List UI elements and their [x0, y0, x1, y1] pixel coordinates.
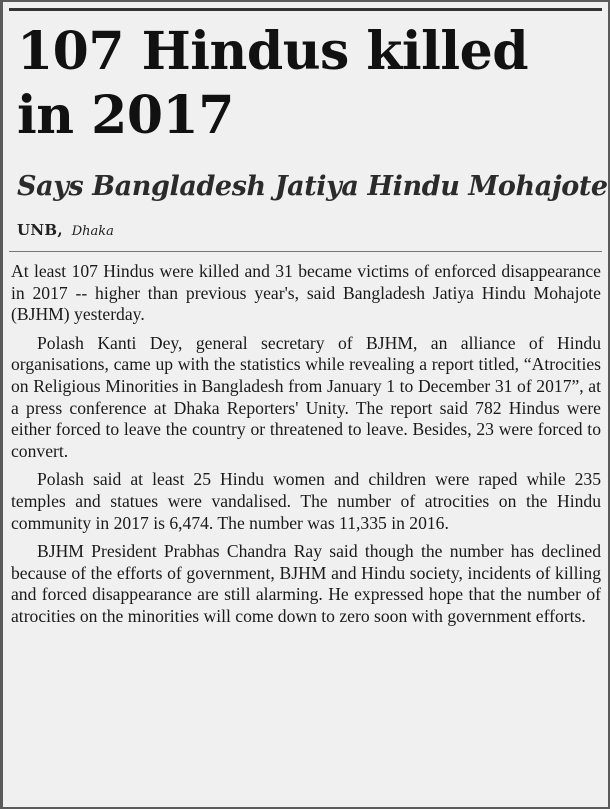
separator-rule [9, 251, 602, 252]
top-rule [9, 8, 602, 11]
subheadline: Says Bangladesh Jatiya Hindu Mohajote [17, 171, 608, 202]
article-paragraph-4: BJHM President Prabhas Chandra Ray said though the number has declined because of the efforts of government, BJHM and Hindu society, incidents of killing and forced disappearance are still alarming. He expressed hope that the number of atrocities on the minorities will come down to zero soon with government efforts. [11, 541, 601, 626]
byline-dateline: Dhaka [71, 224, 114, 239]
article-paragraph-1: At least 107 Hindus were killed and 31 became victims of enforced disappearance in 2017 -- higher than previous year's, said Bangladesh Jatiya Hindu Mohajote (BJHM) yesterday. [11, 261, 601, 325]
article-paragraph-2: Polash Kanti Dey, general secretary of BJHM, an alliance of Hindu organisations, came up with the statistics while revealing a report titled, “Atrocities on Religious Minorities in Bangladesh from January 1 to December 31 of 2017”, at a press conference at Dhaka Reporters' Unity. The report said 782 Hindus were either forced to leave the country or threatened to leave. Besides, 23 were forced to convert. [11, 332, 601, 461]
article-paragraph-3: Polash said at least 25 Hindu women and children were raped while 235 temples and statues were vandalised. The number of atrocities on the Hindu community in 2017 is 6,474. The number was 11,335 in 2016. [11, 469, 601, 533]
article-body [11, 261, 601, 635]
byline-agency: UNB, [17, 221, 63, 239]
headline: 107 Hindus killed in 2017 [17, 21, 529, 146]
byline [17, 220, 114, 242]
